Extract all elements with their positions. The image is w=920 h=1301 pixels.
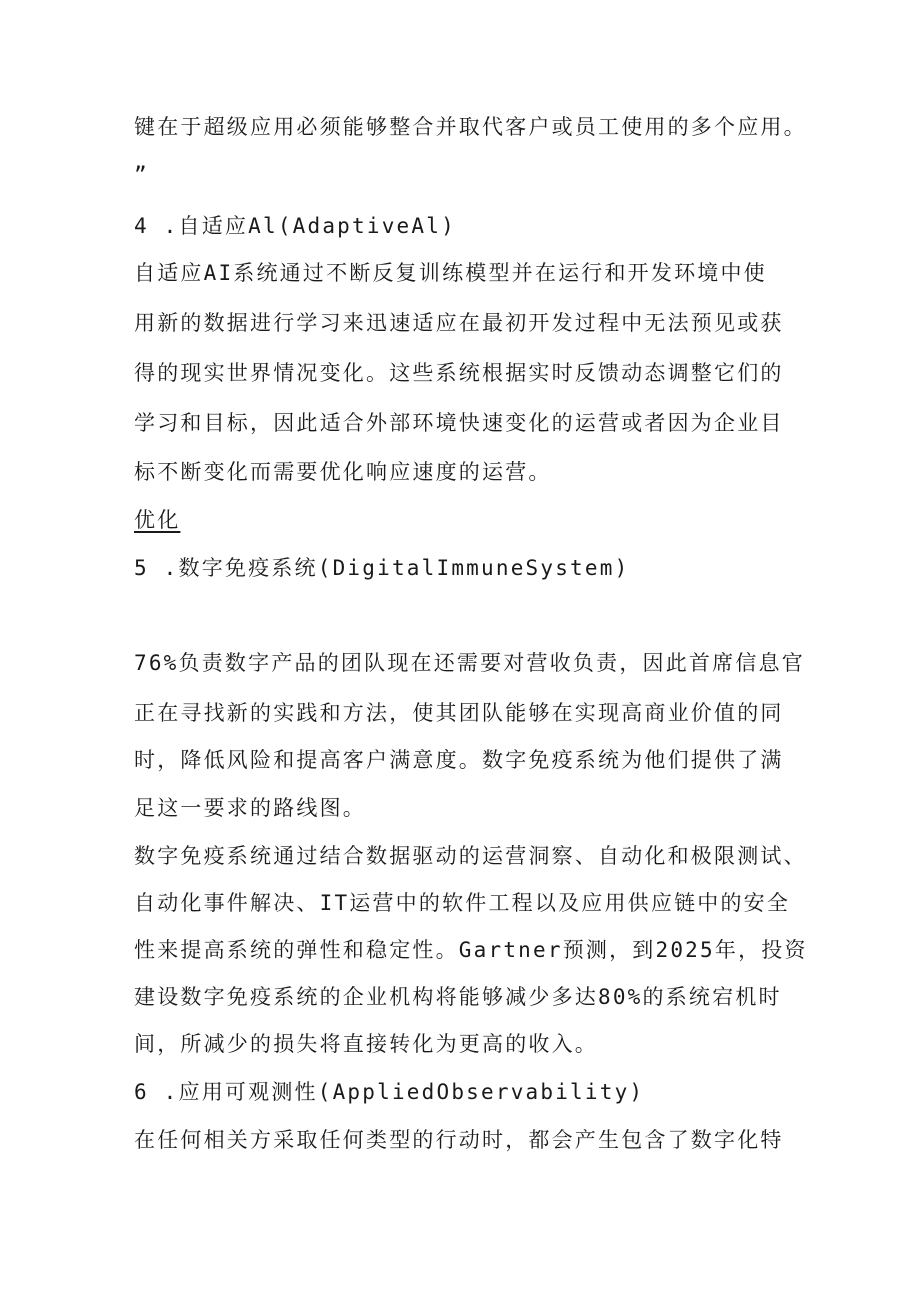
paragraph-line: 在任何相关方采取任何类型的行动时，都会产生包含了数字化特 <box>134 1128 784 1152</box>
paragraph-line: 自动化事件解决、IT运营中的软件工程以及应用供应链中的安全 <box>134 891 791 915</box>
underlined-label: 优化 <box>134 508 181 532</box>
paragraph-line: 时，降低风险和提高客户满意度。数字免疫系统为他们提供了满 <box>134 748 784 772</box>
paragraph-line: 学习和目标，因此适合外部环境快速变化的运营或者因为企业目 <box>134 411 784 435</box>
paragraph-line: 建设数字免疫系统的企业机构将能够减少多达80%的系统宕机时 <box>134 985 782 1009</box>
paragraph-line: 键在于超级应用必须能够整合并取代客户或员工使用的多个应用。 <box>134 115 807 139</box>
section-heading-4: 4 .自适应Al(AdaptiveAl) <box>134 214 456 238</box>
paragraph-line: 性来提高系统的弹性和稳定性。Gartner预测，到2025年，投资 <box>134 938 808 962</box>
paragraph-line: 间，所减少的损失将直接转化为更高的收入。 <box>134 1032 598 1056</box>
paragraph-line: 数字免疫系统通过结合数据驱动的运营洞察、自动化和极限测试、 <box>134 844 807 868</box>
section-heading-6: 6 .应用可观测性(AppliedObservability) <box>134 1080 645 1104</box>
closing-quote: ” <box>134 163 149 187</box>
section-heading-5: 5 .数字免疫系统(DigitalImmuneSystem) <box>134 556 630 580</box>
paragraph-line: 76%负责数字产品的团队现在还需要对营收负责，因此首席信息官 <box>134 651 805 675</box>
paragraph-line: 正在寻找新的实践和方法，使其团队能够在实现高商业价值的同 <box>134 701 784 725</box>
paragraph-line: 足这一要求的路线图。 <box>134 796 366 820</box>
paragraph-line: 标不断变化而需要优化响应速度的运营。 <box>134 460 552 484</box>
paragraph-line: 得的现实世界情况变化。这些系统根据实时反馈动态调整它们的 <box>134 361 784 385</box>
paragraph-line: 自适应AI系统通过不断反复训练模型并在运行和开发环境中使 <box>134 261 767 285</box>
paragraph-line: 用新的数据进行学习来迅速适应在最初开发过程中无法预见或获 <box>134 311 784 335</box>
